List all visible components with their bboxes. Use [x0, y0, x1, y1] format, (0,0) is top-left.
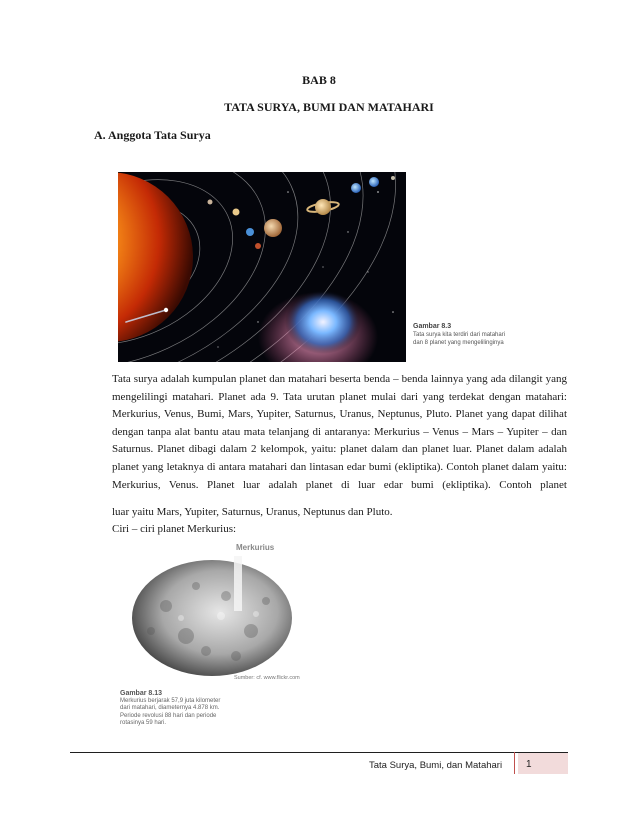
mercury-caption-line: dari matahari, diameternya 4.878 km.: [120, 705, 220, 711]
page-title: TATA SURYA, BUMI DAN MATAHARI: [224, 100, 434, 114]
mercury-figure-caption: [120, 690, 220, 728]
solar-caption-title: Gambar 8.3: [413, 323, 452, 330]
mercury-caption-line: rotasinya 59 hari.: [120, 720, 167, 726]
footer-title: Tata Surya, Bumi, dan Matahari: [369, 760, 503, 771]
footer-separator: [514, 752, 515, 774]
body-paragraph-last-line: luar yaitu Mars, Yupiter, Saturnus, Uranus, Neptunus dan Pluto.: [112, 506, 393, 518]
section-heading: A. Anggota Tata Surya: [94, 128, 211, 142]
mercury-image-title: Merkurius: [236, 543, 275, 552]
mercury-image: [126, 556, 294, 676]
mercury-caption-line: Merkurius berjarak 57,9 juta kilometer: [120, 697, 221, 704]
solar-caption-line: Tata surya kita terdiri dari matahari: [413, 332, 506, 338]
solar-figure-caption: [413, 323, 505, 347]
mercury-characteristics-heading: Ciri – ciri planet Merkurius:: [112, 523, 237, 535]
body-paragraph: Tata surya adalah kumpulan planet dan matahari beserta benda – benda lainnya yang ada dilangit yang mengelilingi matahari. Planet ada 9. Tata urutan planet mulai dari yang terdekat dengan matahari: Merkurius, Venus, Bumi, Mars, Yupiter, Saturnus, Uranus, Neptunus, Pluto. Planet yang dapat dilihat dengan tanpa alat bantu atau mata telanjang di antaranya: Merkurius – Venus – Mars – Yupiter – dan Saturnus. Planet dibagi dalam 2 kelompok, yaitu: planet dalam dan planet luar. Planet dalam adalah planet yang letaknya di antara matahari dan lintasan edar bumi (ekliptika). Contoh planet dalam yaitu: Merkurius, Venus. Planet luar adalah planet di luar edar bumi (ekliptika). Contoh planet: [112, 373, 567, 491]
mercury-image-source: Sumber: cf. www.flickr.com: [234, 675, 300, 681]
page-number: 1: [518, 753, 568, 774]
solar-caption-line: dan 8 planet yang mengelilinginya: [413, 340, 504, 346]
mercury-caption-line: Periode revolusi 88 hari dan periode: [120, 712, 217, 719]
solar-system-illustration: [118, 172, 406, 362]
footer-divider: [70, 752, 568, 753]
chapter-heading: BAB 8: [302, 73, 336, 87]
solar-system-image: [118, 172, 406, 362]
mercury-illustration: [126, 556, 294, 676]
mercury-caption-title: Gambar 8.13: [120, 690, 163, 697]
